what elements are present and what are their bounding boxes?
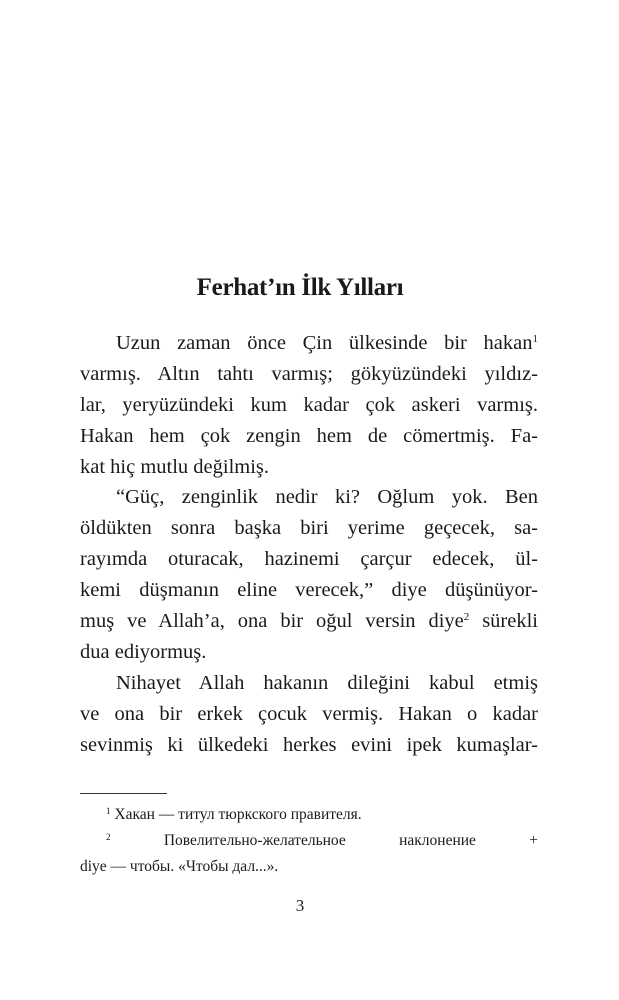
text-segment: sevinmiş ki ülkedeki herkes evini ipek kumaşlar- xyxy=(80,733,538,756)
text-segment: kemi düşmanın eline verecek,” diye düşünüyor- xyxy=(80,579,538,602)
text-segment: öldükten sonra başka biri yerime geçecek, sa- xyxy=(80,517,538,540)
text-segment: diye — чтобы. «Чтобы дал...». xyxy=(80,858,279,875)
text-segment: ve ona bir erkek çocuk vermiş. Hakan o kadar xyxy=(80,702,538,725)
text-segment: rayımda oturacak, hazinemi çarçur edecek, ül- xyxy=(80,548,538,571)
text-segment: “Güç, zenginlik nedir ki? Oğlum yok. Ben xyxy=(116,486,538,509)
chapter-title: Ferhat’ın İlk Yılları xyxy=(196,274,404,301)
text-line xyxy=(80,699,538,730)
text-segment: Хакан — титул тюркского правителя. xyxy=(110,806,362,823)
text-line xyxy=(80,328,538,359)
footnote-divider xyxy=(80,793,167,794)
footnote-line xyxy=(80,828,538,854)
text-segment: Повелительно-желательное наклонение + xyxy=(110,832,538,849)
text-segment: sürekli xyxy=(469,610,538,633)
text-line xyxy=(80,668,538,699)
text-line xyxy=(80,606,538,637)
footnotes xyxy=(80,802,538,880)
text-line xyxy=(80,482,538,513)
footnote-line xyxy=(80,854,538,880)
footnote-marker: 2 xyxy=(463,611,470,624)
text-segment: kat hiç mutlu değilmiş. xyxy=(80,455,270,478)
body-text xyxy=(80,328,538,760)
text-line xyxy=(80,637,538,668)
text-line xyxy=(80,359,538,390)
text-segment: lar, yeryüzündeki kum kadar çok askeri varmış. xyxy=(80,393,538,416)
text-line xyxy=(80,452,538,483)
text-segment: Nihayet Allah hakanın dileğini kabul etmiş xyxy=(116,671,538,694)
page-number: 3 xyxy=(295,896,305,915)
text-line xyxy=(80,513,538,544)
text-segment: muş ve Allah’a, ona bir oğul versin diye xyxy=(80,610,464,633)
footnote-marker: 1 xyxy=(106,806,111,816)
text-segment: Hakan hem çok zengin hem de cömertmiş. Fa- xyxy=(80,424,538,447)
text-segment: Uzun zaman önce Çin ülkesinde bir hakan xyxy=(116,332,533,354)
footnote-marker: 2 xyxy=(106,832,111,842)
text-line xyxy=(80,421,538,452)
text-line xyxy=(80,544,538,575)
text-line xyxy=(80,730,538,761)
footnote-line xyxy=(80,802,538,828)
text-segment: varmış. Altın tahtı varmış; gökyüzündeki yıldız- xyxy=(80,362,538,385)
text-line xyxy=(80,390,538,421)
text-line xyxy=(80,575,538,606)
text-segment: dua ediyormuş. xyxy=(80,640,207,663)
footnote-marker: 1 xyxy=(532,333,538,345)
